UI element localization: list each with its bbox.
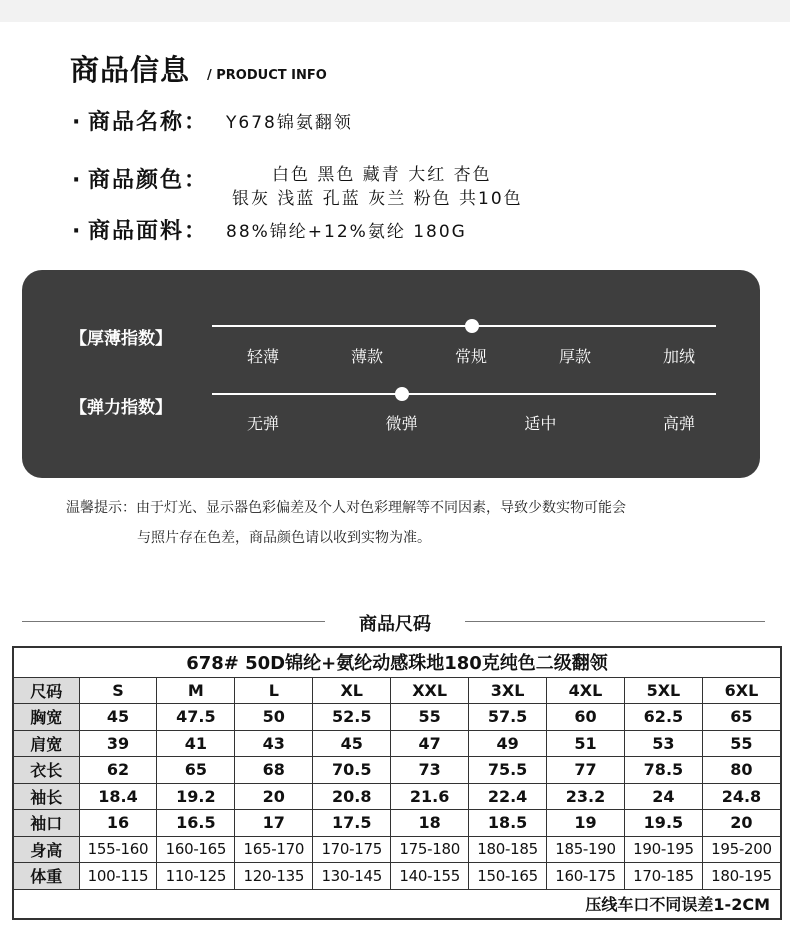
info-subtitle: / PRODUCT INFO [207,68,327,83]
size-header-cell: L [235,677,313,704]
tip-line-1: 温馨提示：由于灯光、显示器色彩偏差及个人对色彩理解等不同因素，导致少数实物可能会 [66,500,626,516]
table-cell: 68 [235,757,313,784]
elasticity-scale-knob [395,387,409,401]
size-header-cell: XL [313,677,391,704]
table-cell: 21.6 [391,783,469,810]
table-cell: 65 [702,704,781,731]
table-cell: 78.5 [624,757,702,784]
table-cell: 190-195 [624,836,702,863]
thickness-scale-line [212,325,716,327]
index-panel [22,270,760,478]
table-cell: 130-145 [313,863,391,890]
table-cell: 140-155 [391,863,469,890]
product-name-label: 商品名称： [88,110,209,135]
table-cell: 75.5 [469,757,547,784]
table-cell: 52.5 [313,704,391,731]
table-cell: 43 [235,730,313,757]
size-note: 压线车口不同误差1-2CM [585,895,770,915]
table-cell: 170-185 [624,863,702,890]
elasticity-option: 高弹 [662,414,696,433]
product-color-row [72,168,208,194]
table-cell: 160-165 [157,836,235,863]
table-cell: 23.2 [547,783,625,810]
size-header-cell: XXL [391,677,469,704]
table-cell: 19 [547,810,625,837]
elasticity-scale-line [212,393,716,395]
table-row [13,704,781,731]
top-strip [0,0,790,22]
table-cell: 65 [157,757,235,784]
table-cell: 60 [547,704,625,731]
table-cell: 17.5 [313,810,391,837]
table-cell: 17 [235,810,313,837]
table-cell: 20 [702,810,781,837]
table-cell: 165-170 [235,836,313,863]
product-name-row [72,110,353,136]
table-cell: 80 [702,757,781,784]
table-cell: 73 [391,757,469,784]
table-cell: 19.5 [624,810,702,837]
elasticity-index-title: 【弹力指数】 [70,398,172,418]
table-cell: 50 [235,704,313,731]
table-row [13,783,781,810]
elasticity-option: 无弹 [246,414,280,433]
table-cell: 77 [547,757,625,784]
table-cell: 18.5 [469,810,547,837]
row-label-cell: 体重 [13,863,79,890]
product-material-value: 88%锦纶+12%氨纶 180G [226,222,467,242]
table-cell: 180-195 [702,863,781,890]
size-divider-right [465,621,765,622]
table-cell: 20 [235,783,313,810]
table-cell: 18.4 [79,783,157,810]
size-header-cell: 5XL [624,677,702,704]
table-row [13,757,781,784]
table-cell: 39 [79,730,157,757]
table-cell: 45 [79,704,157,731]
table-cell: 170-175 [313,836,391,863]
table-cell: 47 [391,730,469,757]
product-color-line-1: 白色 黑色 藏青 大红 杏色 [272,165,492,185]
table-cell: 20.8 [313,783,391,810]
table-cell: 62 [79,757,157,784]
table-cell: 24.8 [702,783,781,810]
table-cell: 185-190 [547,836,625,863]
row-label-cell: 身高 [13,836,79,863]
table-cell: 175-180 [391,836,469,863]
table-cell: 62.5 [624,704,702,731]
size-header-cell: 6XL [702,677,781,704]
table-cell: 180-185 [469,836,547,863]
table-cell: 45 [313,730,391,757]
table-cell: 49 [469,730,547,757]
table-cell: 41 [157,730,235,757]
thickness-scale-knob [465,319,479,333]
size-header-cell: 4XL [547,677,625,704]
table-cell: 55 [702,730,781,757]
info-title: 商品信息 [70,53,191,87]
size-note-row [13,889,781,919]
elasticity-option: 微弹 [385,414,418,433]
bullet-dot: · [72,168,81,193]
tip-line-2: 与照片存在色差，商品颜色请以收到实物为准。 [137,530,431,546]
table-row [13,810,781,837]
thickness-option: 加绒 [662,347,696,366]
row-label-cell: 肩宽 [13,730,79,757]
table-cell: 53 [624,730,702,757]
table-cell: 55 [391,704,469,731]
table-cell: 16 [79,810,157,837]
elasticity-option: 适中 [524,414,557,433]
thickness-option: 常规 [454,347,488,366]
product-color-line-2: 银灰 浅蓝 孔蓝 灰兰 粉色 共10色 [232,189,523,209]
table-cell: 22.4 [469,783,547,810]
table-cell: 47.5 [157,704,235,731]
table-cell: 19.2 [157,783,235,810]
product-material-label: 商品面料： [88,219,209,244]
thickness-index-title: 【厚薄指数】 [70,329,172,349]
table-cell: 110-125 [157,863,235,890]
size-table-caption: 678# 50D锦纶+氨纶动感珠地180克纯色二级翻领 [13,647,781,677]
table-cell: 51 [547,730,625,757]
table-cell: 195-200 [702,836,781,863]
row-label-cell: 袖长 [13,783,79,810]
table-cell: 150-165 [469,863,547,890]
thickness-option: 薄款 [350,347,384,366]
table-cell: 57.5 [469,704,547,731]
table-cell: 70.5 [313,757,391,784]
table-cell: 100-115 [79,863,157,890]
size-header-cell: S [79,677,157,704]
product-name-value: Y678锦氨翻领 [226,113,353,133]
table-cell: 24 [624,783,702,810]
product-material-row [72,219,467,245]
row-label-cell: 尺码 [13,677,79,704]
row-label-cell: 袖口 [13,810,79,837]
table-cell: 155-160 [79,836,157,863]
bullet-dot: · [72,110,81,135]
row-label-cell: 胸宽 [13,704,79,731]
size-table [12,646,782,920]
row-label-cell: 衣长 [13,757,79,784]
thickness-option: 轻薄 [246,347,280,366]
size-header-row [13,677,781,704]
table-cell: 120-135 [235,863,313,890]
size-header-cell: M [157,677,235,704]
size-chart-heading: 商品尺码 [359,614,431,635]
thickness-option: 厚款 [558,347,592,366]
size-header-cell: 3XL [469,677,547,704]
bullet-dot: · [72,219,81,244]
product-color-label: 商品颜色： [88,168,209,193]
table-row [13,730,781,757]
table-cell: 160-175 [547,863,625,890]
table-row [13,863,781,890]
table-row [13,836,781,863]
table-cell: 16.5 [157,810,235,837]
table-cell: 18 [391,810,469,837]
